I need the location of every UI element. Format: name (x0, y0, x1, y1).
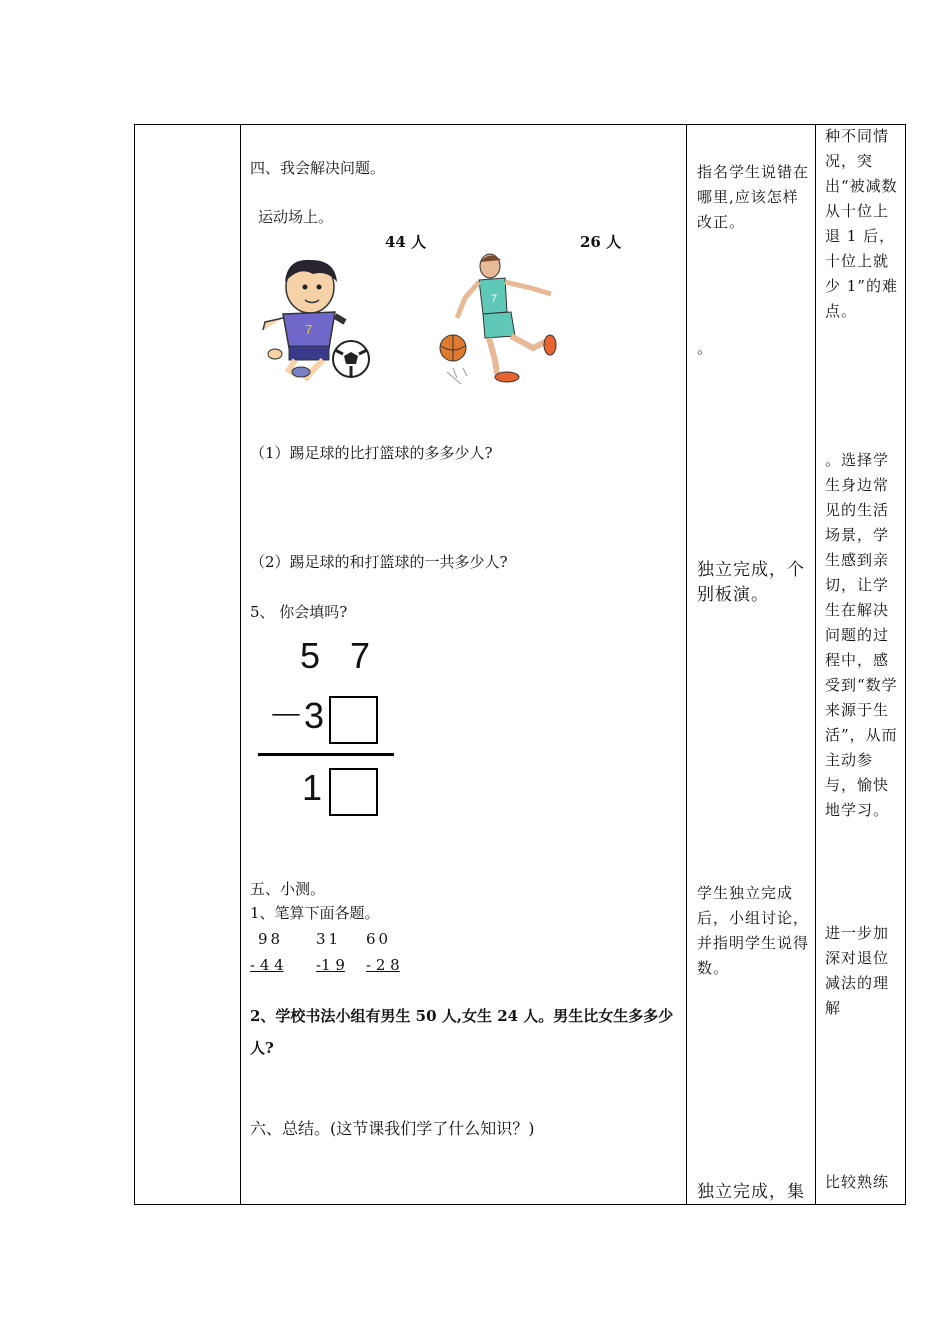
fill-blank-box[interactable] (329, 696, 378, 744)
design-intent-1: 种不同情况，突出“被减数从十位上退 1 后，十位上就少 1”的难点。 (825, 127, 898, 320)
football-count: 44 人 (385, 233, 427, 251)
basketball-player-illustration (435, 250, 565, 390)
problem-top: 31 (316, 930, 342, 948)
column-divider (815, 124, 816, 1205)
problem-bottom: - 4 4 (250, 956, 284, 974)
scene-text: 运动场上。 (258, 208, 334, 226)
test-title: 五、小测。 (250, 880, 326, 898)
teacher-note-5: 独立完成，集 (697, 1182, 805, 1202)
teacher-note-4: 学生独立完成后，小组讨论，并指明学生说得数。 (697, 884, 810, 977)
subtraction-line (258, 753, 394, 756)
svg-text:7: 7 (491, 293, 498, 305)
subtraction-top-row: 5 7 (300, 635, 381, 676)
section5-title: 5、 你会填吗? (250, 603, 348, 621)
teacher-note-2: 。 (697, 339, 714, 357)
test-sub1: 1、笔算下面各题。 (250, 904, 380, 922)
teacher-note-1: 指名学生说错在哪里,应该怎样改正。 (697, 163, 810, 231)
test-question-2: 2、学校书法小组有男生 50 人,女生 24 人。男生比女生多多少人? (250, 1007, 674, 1057)
problem-bottom: - 2 8 (366, 956, 400, 974)
football-player-illustration (255, 252, 380, 382)
design-intent-2: 。选择学生身边常见的生活场景，学生感到亲切，让学生在解决问题的过程中，感受到“数学来源于生活”，从而主动参与，愉快地学习。 (825, 451, 898, 819)
question-1: （1）踢足球的比打篮球的多多少人? (250, 444, 493, 462)
svg-text:7: 7 (305, 322, 313, 337)
summary-title: 六、总结。(这节课我们学了什么知识？) (250, 1119, 535, 1138)
question-2: （2）踢足球的和打篮球的一共多少人? (250, 553, 508, 571)
subtraction-result-row: 1 (302, 767, 323, 808)
fill-blank-box[interactable] (329, 768, 378, 816)
design-intent-3: 进一步加深对退位减法的理解 (825, 924, 890, 1017)
subtraction-minus-row: －3 (268, 695, 325, 736)
section4-title: 四、我会解决问题。 (250, 159, 386, 177)
design-intent-4: 比较熟练 (825, 1173, 890, 1191)
teacher-note-3: 独立完成，个别板演。 (697, 560, 805, 605)
basketball-count: 26 人 (580, 233, 622, 251)
problem-top: 98 (258, 930, 284, 948)
column-divider (686, 124, 687, 1205)
problem-bottom: -1 9 (316, 956, 345, 974)
problem-top: 60 (366, 930, 392, 948)
column-divider (240, 124, 241, 1205)
